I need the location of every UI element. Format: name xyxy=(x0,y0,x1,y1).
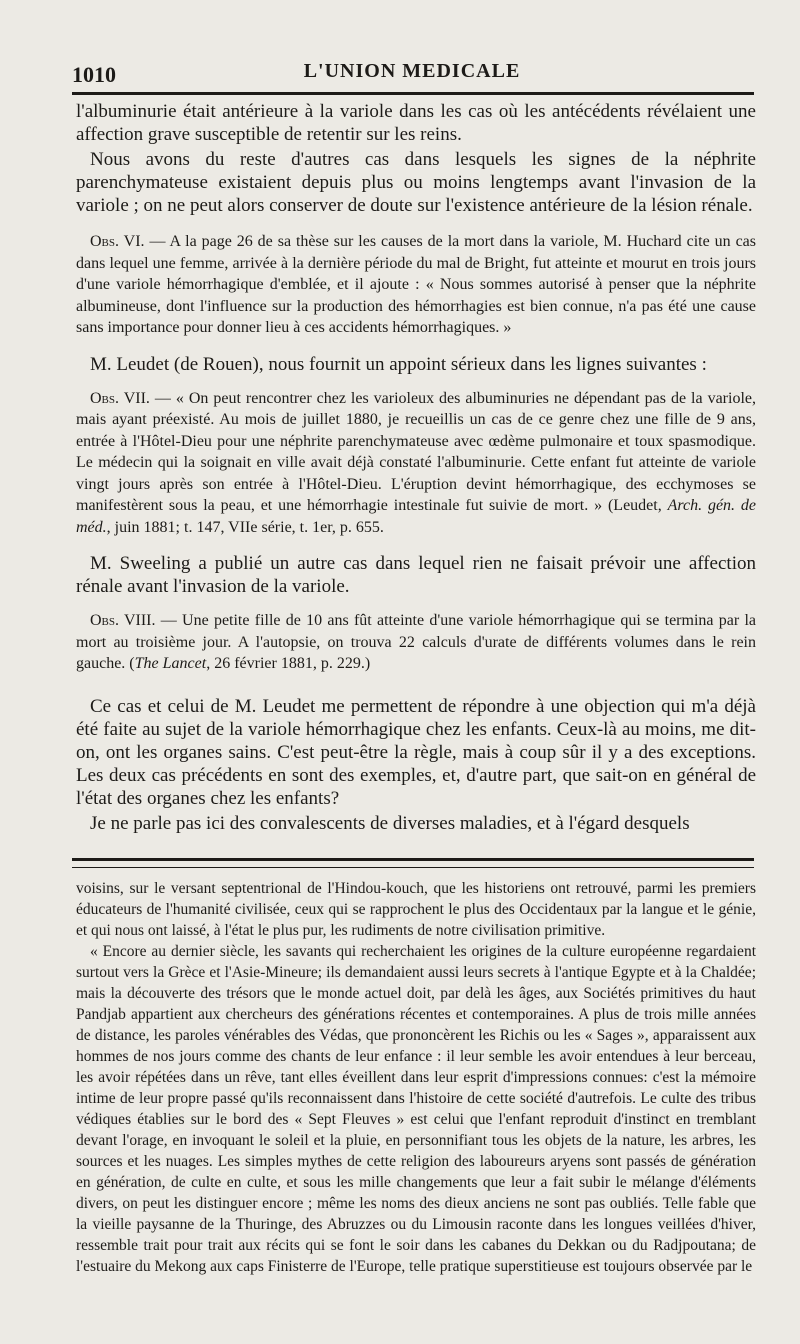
paragraph-4: M. Sweeling a publié un autre cas dans lequel rien ne faisait prévoir une affection rénale avant l'invasion de la variole. xyxy=(76,553,756,597)
paragraph-1: l'albuminurie était antérieure à la variole dans les cas où les antécédents révélaient une affection grave susceptible de retentir sur les reins. xyxy=(76,101,756,145)
feuilleton-paragraph-2: « Encore au dernier siècle, les savants qui recherchaient les origines de la culture européenne regardaient surtout vers la Grèce et l'Asie-Mineure; ils demandaient aussi leurs secrets à l'antique Egypte et à la Chaldée; mais la découverte des trésors que le monde actuel doit, par delà les âges, aux Sociétés primitives du haut Pandjab appartient aux chercheurs des générations récentes et contemporaines. A plus de trois mille années de distance, les paroles vénérables des Védas, que prononcèrent les Richis ou les « Sages », apparaissent aux hommes de nos jours comme des chants de leur enfance : il leur semble les avoir entendues à leur berceau, les avoir répétées dans un rêve, tant elles éveillent dans leur esprit d'impressions connues: c'est la mémoire intime de leur propre passé qu'ils reconnaissent dans l'histoire de cette société d'autrefois. Le culte des tribus védiques établies sur le bord des « Sept Fleuves » est celui que l'enfant reproduit d'instinct en tremblant devant l'orage, en invoquant le soleil et la pluie, en personnifiant tous les objets de la nature, les arbres, les sources et les nuages. Les simples mythes de cette religion des laboureurs aryens sont passés de génération en génération, de culte en culte, et sous les mille changements que leur a fait subir le mélange d'éléments divers, on peut les distinguer encore ; même les noms des dieux anciens ne sont pas oubliés. Telle fable que la vieille paysanne de la Thuringe, des Abruzzes ou du Limousin raconte dans les longues veillées d'hiver, ressemble trait pour trait aux récits qui se font le soir dans les cabanes du Dekkan ou du Radjpoutana; de l'estuaire du Mekong aux caps Finisterre de l'Europe, telle pratique superstitieuse est toujours observée par le xyxy=(76,943,756,1275)
paragraph-5: Ce cas et celui de M. Leudet me permettent de répondre à une objection qui m'a déjà été faite au sujet de la variole hémorrhagique chez les enfants. Ceux-là au moins, me dit-on, ont les organes sains. C'est peut-être la règle, mais à coup sûr il y a des exceptions. Les deux cas précédents en sont des exemples, et, d'autre part, que sait-on en général de l'état des organes chez les enfants? xyxy=(76,695,756,809)
obs-8-citation: , 26 février 1881, p. 229.) xyxy=(206,655,371,672)
observation-6 xyxy=(76,231,756,339)
obs-7-label: Obs. VII. xyxy=(90,389,150,407)
page-number: 1010 xyxy=(72,62,116,87)
running-title: L'UNION MEDICALE xyxy=(303,60,521,82)
main-article xyxy=(76,100,756,837)
obs-8-label: Obs. VIII. xyxy=(90,612,156,629)
paragraph-6: Je ne parle pas ici des convalescents de diverses maladies, et à l'égard desquels xyxy=(90,812,690,834)
obs-6-text: — A la page 26 de sa thèse sur les causes de la mort dans la variole, M. Huchard cite un cas dans lequel une femme, arrivée à la dernière période du mal de Bright, fut atteinte et mourut en trois jours d'une variole hémorrhagique d'emblée, et il ajoute : « Nous sommes autorisé à penser que la néphrite albumineuse, dont l'influence sur la production des hémorrhagies est bien connue, n'a pas été une cause sans importance pour donner lieu à ces accidents hémorrhagiques. » xyxy=(76,233,756,336)
paragraph-3: M. Leudet (de Rouen), nous fournit un appoint sérieux dans les lignes suivantes : xyxy=(90,353,707,375)
obs-8-text: — Une petite fille de 10 ans fût atteinte d'une variole hémorrhagique qui se termina par la mort au troisième jour. A l'autopsie, on trouva 22 calculs d'urate de différents volumes dans le rein gauche. ( xyxy=(76,612,756,672)
observation-7 xyxy=(76,388,756,539)
feuilleton-rule xyxy=(72,858,754,868)
obs-7-text: — « On peut rencontrer chez les varioleux des albuminuries ne dépendant pas de la variole, mais ayant préexisté. Au mois de juillet 1880, je recueillis un cas de ce genre chez une fille de 9 ans, entrée à l'Hôtel-Dieu pour une néphrite parenchymateuse avec œdème pulmonaire et toux spasmodique. Le médecin qui la soignait en ville avait déjà constaté l'albuminurie. Cette enfant fut atteinte de variole vingt jours après son entrée à l'Hôtel-Dieu. L'éruption devint hémorrhagique, des ecchymoses se manifestèrent sous la peau, et une hémorrhagie intestinale fut suivie de mort. » (Leudet, xyxy=(76,389,757,514)
page-header xyxy=(72,56,752,92)
paragraph-2: Nous avons du reste d'autres cas dans lesquels les signes de la néphrite parenchymateuse existaient depuis plus ou moins lengtemps avant l'invasion de la variole ; on ne peut alors conserver de doute sur l'existence antérieure de la lésion rénale. xyxy=(76,149,756,216)
feuilleton-paragraph-1: voisins, sur le versant septentrional de l'Hindou-kouch, que les historiens ont retrouvé, parmi les premiers éducateurs de l'humanité civilisée, ceux qui se rapprochent le plus des Occidentaux par la langue et le génie, et qui nous ont laissé, à l'état le plus pur, les rudiments de notre civilisation primitive. xyxy=(76,880,756,939)
obs-8-source: The Lancet xyxy=(134,655,207,672)
feuilleton-section xyxy=(76,878,756,1277)
obs-7-source: Arch. gén. de méd. xyxy=(76,497,756,536)
obs-7-citation: , juin 1881; t. 147, VIIe série, t. 1er, p. 655. xyxy=(106,518,384,536)
header-rule xyxy=(72,92,754,95)
observation-8 xyxy=(76,610,756,675)
obs-6-label: Obs. VI. xyxy=(90,233,145,250)
